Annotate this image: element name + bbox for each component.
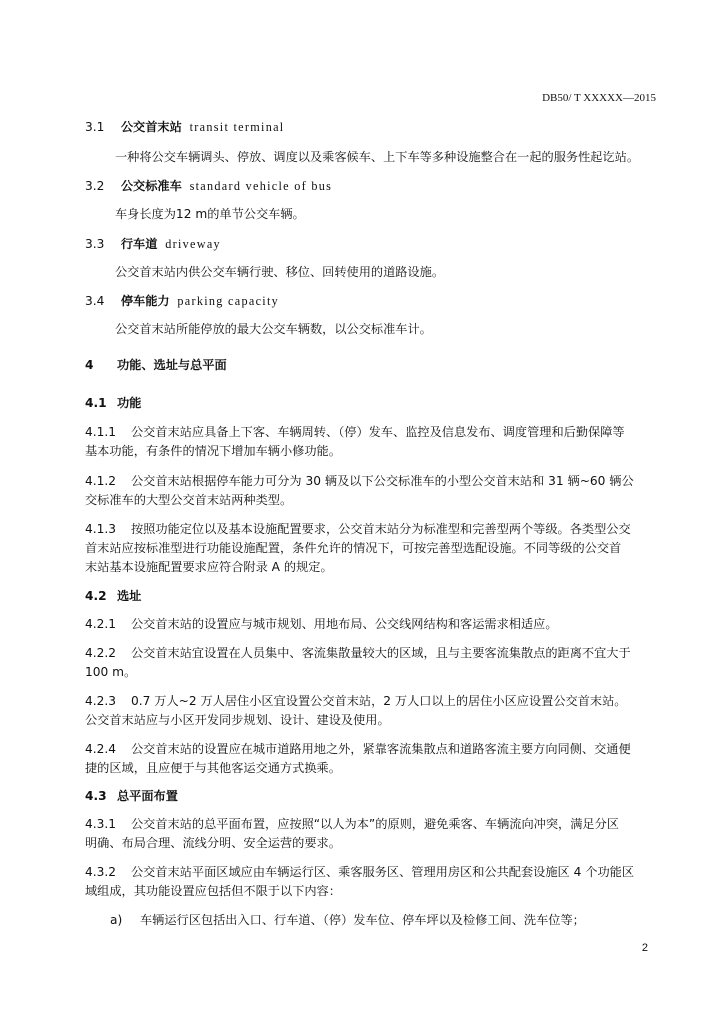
document-code: DB50/ T XXXXX—2015 bbox=[542, 92, 656, 104]
term-3-4: 3.4 停车能力 parking capacity bbox=[85, 294, 280, 308]
para-4-3-2: 4.3.2 公交首末站平面区域应由车辆运行区、乘客服务区、管理用房区和公共配套设施区 4 个功能区 bbox=[85, 865, 635, 879]
term-3-3-definition: 公交首末站内供公交车辆行驶、移位、回转使用的道路设施。 bbox=[115, 265, 445, 279]
para-4-1-2-cont: 交标准车的大型公交首末站两种类型。 bbox=[85, 493, 293, 507]
section-4-1-heading: 4.1 功能 bbox=[85, 396, 142, 410]
term-3-3: 3.3 行车道 driveway bbox=[85, 237, 221, 251]
para-4-2-3-cont: 公交首末站应与小区开发同步规划、设计、建设及使用。 bbox=[85, 713, 390, 727]
section-4-3-heading: 4.3 总平面布置 bbox=[85, 789, 178, 803]
para-4-1-2: 4.1.2 公交首末站根据停车能力可分为 30 辆及以下公交标准车的小型公交首末站和 31 辆~60 辆公 bbox=[85, 474, 634, 488]
para-4-1-1-cont: 基本功能，有条件的情况下增加车辆小修功能。 bbox=[85, 444, 341, 458]
section-4-2-heading: 4.2 选址 bbox=[85, 589, 142, 603]
term-3-1-definition: 一种将公交车辆调头、停放、调度以及乘客候车、上下车等多种设施整合在一起的服务性起讫站。 bbox=[115, 150, 640, 164]
page-number: 2 bbox=[641, 942, 648, 954]
para-4-3-1-cont: 明确、布局合理、流线分明、安全运营的要求。 bbox=[85, 836, 341, 850]
para-4-1-3-cont1: 首末站应按标准型进行功能设施配置，条件允许的情况下，可按完善型选配设施。不同等级的公交首 bbox=[85, 541, 622, 555]
list-item-a: a) 车辆运行区包括出入口、行车道、（停）发车位、停车坪以及检修工间、洗车位等； bbox=[110, 913, 585, 927]
para-4-1-3: 4.1.3 按照功能定位以及基本设施配置要求，公交首末站分为标准型和完善型两个等级。各类型公交 bbox=[85, 522, 631, 536]
chapter-4-heading: 4 功能、选址与总平面 bbox=[85, 358, 227, 372]
para-4-3-1: 4.3.1 公交首末站的总平面布置，应按照“以人为本”的原则，避免乘客、车辆流向冲突，满足分区 bbox=[85, 817, 619, 831]
para-4-3-2-cont: 域组成，其功能设置应包括但不限于以下内容： bbox=[85, 884, 341, 898]
para-4-2-1: 4.2.1 公交首末站的设置应与城市规划、用地布局、公交线网结构和客运需求相适应。 bbox=[85, 617, 558, 631]
term-3-4-definition: 公交首末站所能停放的最大公交车辆数，以公交标准车计。 bbox=[115, 322, 432, 336]
para-4-2-4-cont: 捷的区域，且应便于与其他客运交通方式换乘。 bbox=[85, 761, 341, 775]
para-4-1-3-cont2: 末站基本设施配置要求应符合附录 A 的规定。 bbox=[85, 560, 333, 574]
para-4-2-2-cont: 100 m。 bbox=[85, 665, 137, 679]
term-3-2-definition: 车身长度为12 m的单节公交车辆。 bbox=[115, 207, 305, 221]
term-3-2: 3.2 公交标准车 standard vehicle of bus bbox=[85, 179, 333, 193]
para-4-2-3: 4.2.3 0.7 万人~2 万人居住小区宜设置公交首末站，2 万人口以上的居住小区应设置公交首末站。 bbox=[85, 694, 627, 708]
para-4-1-1: 4.1.1 公交首末站应具备上下客、车辆周转、（停）发车、监控及信息发布、调度管理和后勤保障等 bbox=[85, 425, 625, 439]
para-4-2-2: 4.2.2 公交首末站宜设置在人员集中、客流集散量较大的区域，且与主要客流集散点的距离不宜大于 bbox=[85, 646, 631, 660]
term-3-1: 3.1 公交首末站 transit terminal bbox=[85, 120, 285, 134]
para-4-2-4: 4.2.4 公交首末站的设置应在城市道路用地之外，紧靠客流集散点和道路客流主要方向同侧、交通便 bbox=[85, 742, 631, 756]
